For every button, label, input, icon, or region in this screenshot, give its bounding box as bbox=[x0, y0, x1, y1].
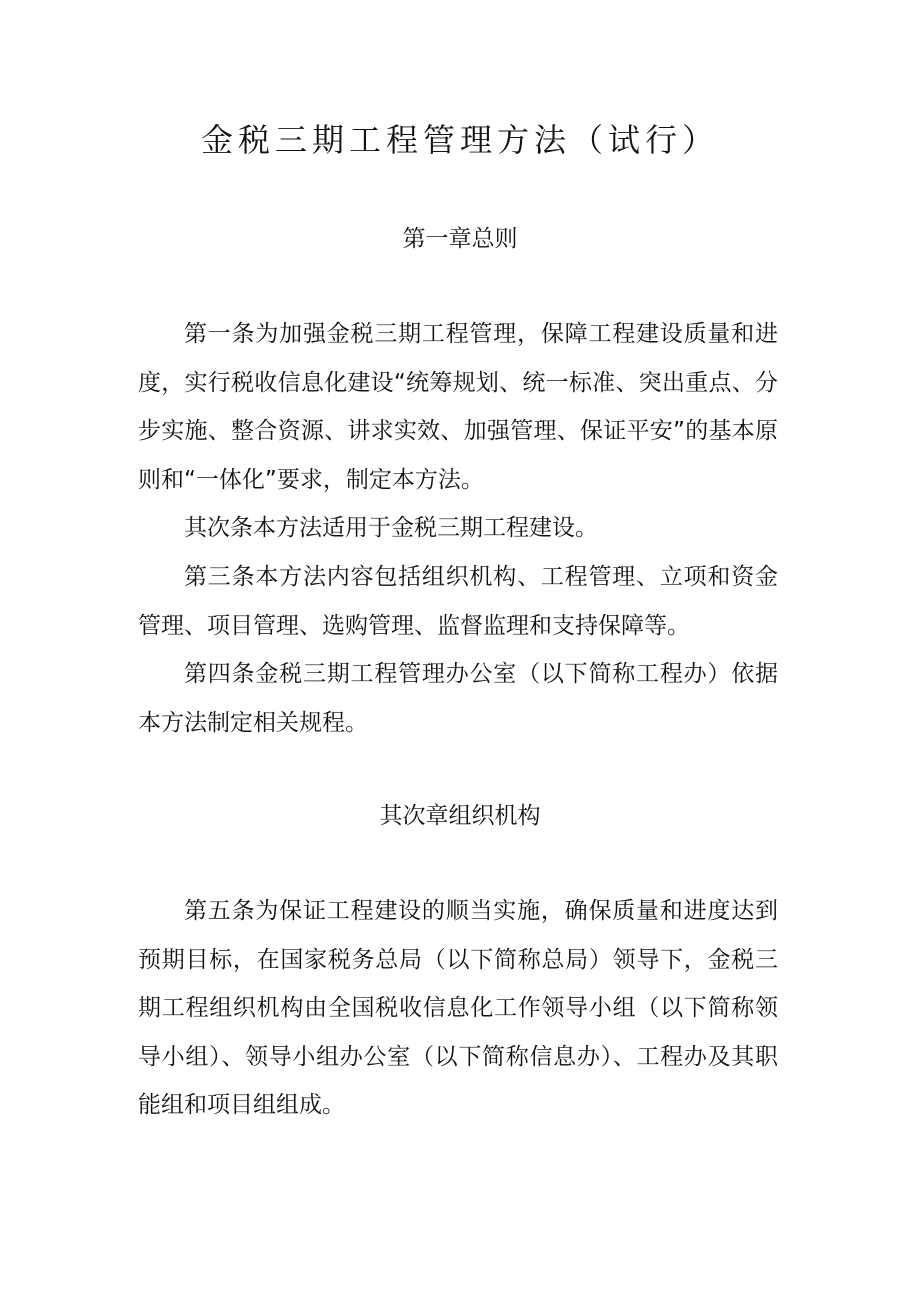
article-4-paragraph: 第四条金税三期工程管理办公室（以下简称工程办）依据本方法制定相关规程。 bbox=[138, 661, 778, 736]
chapter-heading-organization: 其次章组织机构 bbox=[379, 803, 541, 829]
chapter-heading-general: 第一章总则 bbox=[402, 226, 518, 252]
document-title: 金税三期工程管理方法（试行） bbox=[200, 121, 719, 159]
article-3-paragraph: 第三条本方法内容包括组织机构、工程管理、立项和资金管理、项目管理、选购管理、监督监理和支持保障等。 bbox=[138, 564, 778, 639]
article-1-paragraph: 第一条为加强金税三期工程管理，保障工程建设质量和进度，实行税收信息化建设“统筹规划、统一标准、突出重点、分步实施、整合资源、讲求实效、加强管理、保证平安”的基本原则和“一体化”要求，制定本方法。 bbox=[138, 321, 778, 493]
article-2-paragraph: 其次条本方法适用于金税三期工程建设。 bbox=[184, 515, 598, 541]
article-5-paragraph: 第五条为保证工程建设的顺当实施，确保质量和进度达到预期目标，在国家税务总局（以下简称总局）领导下，金税三期工程组织机构由全国税收信息化工作领导小组（以下简称领导小组）、领导小组办公室（以下简称信息办）、工程办及其职能组和项目组组成。 bbox=[138, 898, 778, 1118]
